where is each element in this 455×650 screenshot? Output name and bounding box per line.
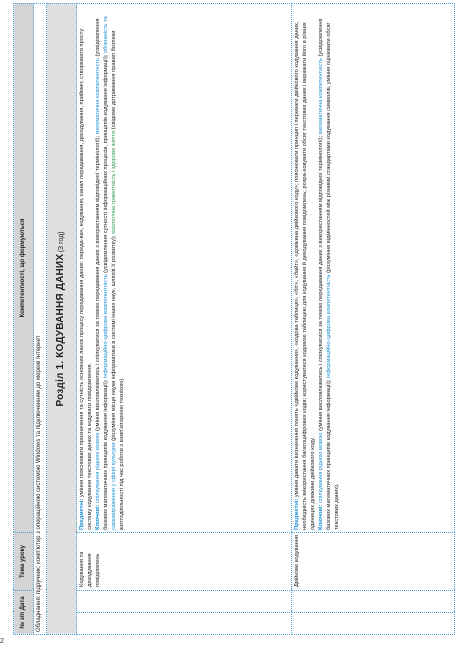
page-number: 2 <box>0 638 4 645</box>
section-row <box>47 4 77 635</box>
section-heading <box>47 4 77 635</box>
row-competencies <box>292 4 455 533</box>
lesson-plan-table-wrapper <box>13 3 454 635</box>
row-number-cell <box>77 613 292 635</box>
key-label: Ключові: <box>95 504 102 530</box>
row-date-cell <box>292 591 455 613</box>
equipment-row <box>34 4 47 635</box>
key-comp-3: інформаційно-цифрова компетентність <box>103 274 110 378</box>
row-topic: Двійкове кодування <box>292 533 455 591</box>
key-comp-2-desc: (усвідомлення базових математичних принципів кодування інформації); <box>318 18 333 530</box>
subject-competencies <box>293 6 317 530</box>
key-comp-1-desc: (уміння висловлюватись і спілкуватися за темою передавання даних з використанням відповідної термінології); <box>318 135 325 431</box>
key-competencies <box>94 6 126 530</box>
key-comp-2-desc: (усвідомлення базових математичних принципів кодування інформації); <box>95 18 110 530</box>
key-comp-3-desc: (розуміння відмінностей між різними стандартами кодування символів, уміння оцінювати обсяг текстових даних). <box>326 22 341 530</box>
row-date-cell <box>77 591 292 613</box>
section-title: Розділ 1. КОДУВАННЯ ДАНИХ <box>55 253 67 407</box>
subject-competencies <box>78 6 94 530</box>
table-header-row <box>14 4 34 635</box>
key-comp-1: спілкування рідною мовою <box>318 432 325 503</box>
row-competencies <box>77 4 292 533</box>
key-comp-4-desc: (розуміння місця науки інформатики в системі інших наук, шляхів її розвитку); <box>111 235 118 441</box>
header-competencies: Компетентності, що формуються <box>14 4 34 533</box>
subject-label: Предметні: <box>294 498 300 530</box>
key-comp-3: інформаційно-цифрова компетентність <box>326 274 333 378</box>
header-num-date: № з/п Дата <box>14 591 34 635</box>
key-comp-5-desc: (свідоме дотримання правил безпеки життєдіяльності під час роботи з комп'ютерною технікою). <box>111 30 126 530</box>
lesson-plan-table <box>13 3 455 635</box>
equipment-text: Обладнання: підручник; комп'ютер з операційною системою Windows та підключенням до мережі Інтернет <box>34 4 47 635</box>
section-hours: (3 год) <box>58 231 66 253</box>
key-competencies <box>317 6 341 530</box>
key-comp-1-desc: (уміння висловлюватись і спілкуватися за темою передавання даних з використанням відповідної термінології); <box>95 135 102 431</box>
key-comp-2: математична компетентність <box>318 58 325 135</box>
table-row <box>77 4 292 635</box>
key-comp-5: екологічна грамотність і здорове життя <box>111 130 118 234</box>
row-number-cell <box>292 613 455 635</box>
key-comp-3-desc: (усвідомлення сутності інформаційних процесів, принципів кодування інформації); <box>103 54 110 273</box>
key-comp-4: обізнаність та самовираження у сфері культури <box>103 16 118 530</box>
key-comp-2: математична компетентність <box>95 58 102 135</box>
key-comp-1: спілкування рідною мовою <box>95 432 102 503</box>
subject-label: Предметні: <box>79 498 85 530</box>
row-topic: Кодування та декодування повідомлень <box>77 533 292 591</box>
subject-text: уміння пояснювати призначення та сутність основних ланок процесу передавання даних: переда-вач, кодування, канал передавання, декодування, приймач; створювати просту систему кодування текстових даних та кодувати повідомлення. <box>79 28 94 530</box>
table-row <box>292 4 455 635</box>
header-topic: Тема уроку <box>14 533 34 591</box>
subject-text: уміння давати визначення понять «двійкове кодування», «кодова таблиця», «біт», «байт», «довжина двійкового коду»; пояснювати принцип і переваги двійкового кодування даних, необхідність використання багатоцифрових кодів; користуватися кодовою таблицею для кодування й декодування повідомлень; розра-ховувати обсяг текстових даних і виражати його в різних одиницях довжини двійкового коду. <box>294 21 317 530</box>
key-label: Ключові: <box>318 504 325 530</box>
